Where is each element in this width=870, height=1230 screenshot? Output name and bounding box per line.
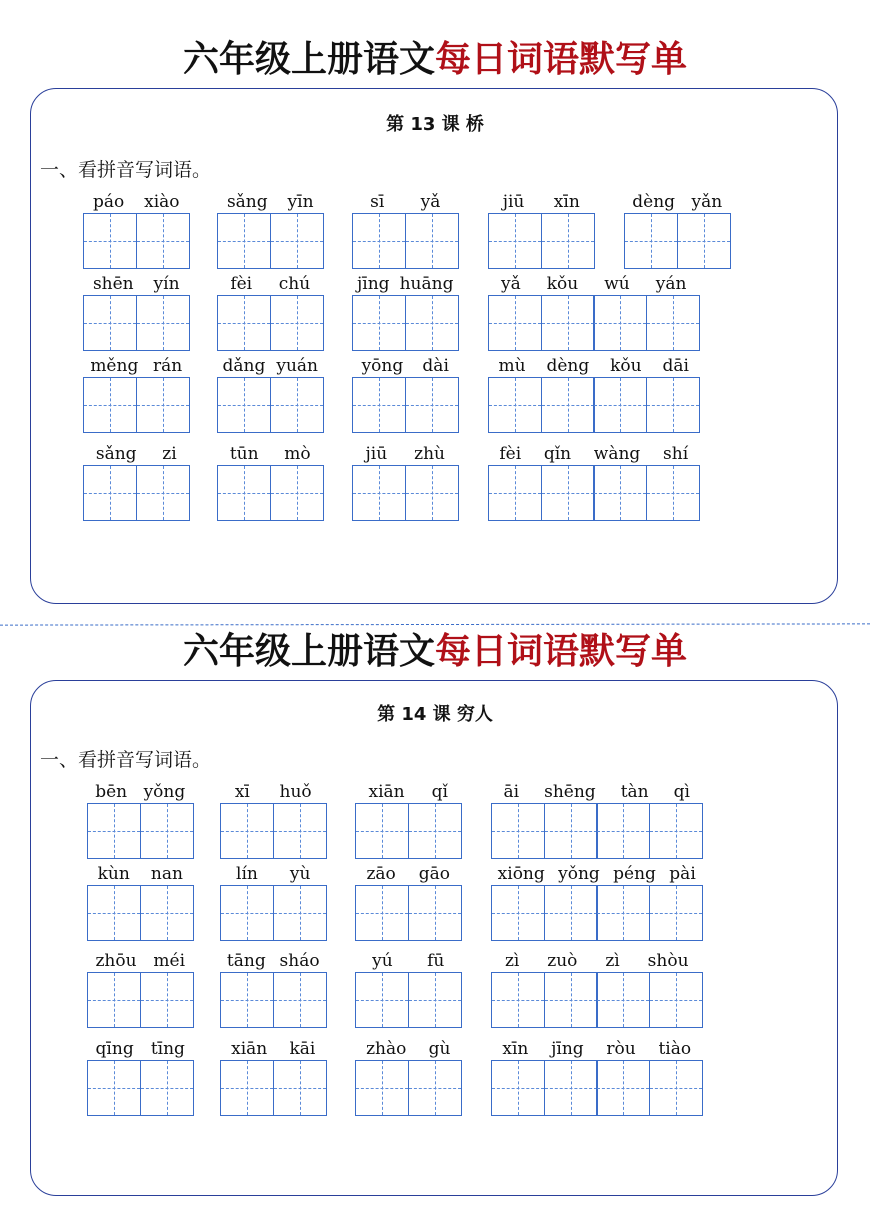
pinyin-syllable: fū bbox=[427, 951, 445, 971]
pinyin-syllable: yù bbox=[289, 864, 311, 884]
tianzige-cell[interactable] bbox=[352, 377, 406, 433]
tianzige-cell[interactable] bbox=[140, 972, 194, 1028]
tianzige-cell[interactable] bbox=[544, 1060, 598, 1116]
tianzige-cell[interactable] bbox=[593, 295, 647, 351]
pinyin-syllable: zhōu bbox=[95, 951, 137, 971]
writing-boxes bbox=[488, 377, 700, 433]
pinyin-syllable: sǎng bbox=[226, 192, 268, 212]
writing-boxes bbox=[83, 465, 190, 521]
tianzige-cell[interactable] bbox=[140, 1060, 194, 1116]
title-grade: 六年级上册语文 bbox=[182, 631, 435, 672]
tianzige-cell[interactable] bbox=[491, 885, 545, 941]
tianzige-cell[interactable] bbox=[488, 465, 542, 521]
pinyin-syllable: tūn bbox=[229, 444, 259, 464]
writing-boxes bbox=[87, 1060, 194, 1116]
tianzige-cell[interactable] bbox=[649, 972, 703, 1028]
word-item bbox=[87, 862, 194, 941]
word-item bbox=[220, 949, 327, 1028]
tianzige-cell[interactable] bbox=[405, 465, 459, 521]
pinyin-syllable: jiū bbox=[502, 192, 525, 212]
pinyin-label bbox=[217, 442, 324, 464]
pinyin-syllable: yǎn bbox=[691, 192, 723, 212]
writing-boxes bbox=[87, 885, 194, 941]
tianzige-cell[interactable] bbox=[220, 1060, 274, 1116]
tianzige-cell[interactable] bbox=[405, 377, 459, 433]
pinyin-syllable: nan bbox=[150, 864, 183, 884]
pinyin-syllable: ròu bbox=[606, 1039, 636, 1059]
pinyin-syllable: xiān bbox=[368, 782, 405, 802]
word-item bbox=[491, 862, 703, 941]
pinyin-label bbox=[83, 354, 190, 376]
pinyin-syllable: xiào bbox=[144, 192, 180, 212]
pinyin-label bbox=[87, 780, 194, 802]
writing-boxes bbox=[220, 885, 327, 941]
tianzige-cell[interactable] bbox=[83, 377, 137, 433]
pinyin-label bbox=[83, 190, 190, 212]
tianzige-cell[interactable] bbox=[541, 377, 595, 433]
pinyin-syllable: chú bbox=[278, 274, 311, 294]
writing-boxes bbox=[355, 972, 462, 1028]
word-item bbox=[217, 190, 324, 269]
word-item bbox=[488, 190, 595, 269]
pinyin-label bbox=[355, 1037, 462, 1059]
pinyin-label bbox=[352, 354, 459, 376]
pinyin-syllable: yǒng bbox=[143, 782, 186, 802]
tianzige-cell[interactable] bbox=[136, 465, 190, 521]
writing-boxes bbox=[488, 295, 700, 351]
pinyin-syllable: mò bbox=[284, 444, 311, 464]
writing-boxes bbox=[217, 377, 324, 433]
title-daily-dictation: 每日词语默写单 bbox=[435, 39, 688, 80]
word-item bbox=[355, 862, 462, 941]
tianzige-cell[interactable] bbox=[596, 803, 650, 859]
pinyin-label bbox=[352, 272, 459, 294]
pinyin-syllable: kǒu bbox=[546, 274, 579, 294]
pinyin-syllable: péng bbox=[613, 864, 656, 884]
tianzige-cell[interactable] bbox=[352, 213, 406, 269]
pinyin-syllable: jiū bbox=[365, 444, 388, 464]
pinyin-syllable: yǎ bbox=[420, 192, 441, 212]
tianzige-cell[interactable] bbox=[596, 885, 650, 941]
tianzige-cell[interactable] bbox=[596, 972, 650, 1028]
pinyin-syllable: měng bbox=[90, 356, 139, 376]
tianzige-cell[interactable] bbox=[488, 213, 542, 269]
pinyin-label bbox=[355, 780, 462, 802]
pinyin-syllable: yán bbox=[655, 274, 687, 294]
writing-boxes bbox=[352, 213, 459, 269]
pinyin-label bbox=[220, 1037, 327, 1059]
writing-boxes bbox=[491, 885, 703, 941]
pinyin-syllable: shēng bbox=[544, 782, 596, 802]
tianzige-cell[interactable] bbox=[220, 972, 274, 1028]
tianzige-cell[interactable] bbox=[355, 885, 409, 941]
pinyin-syllable: zhào bbox=[366, 1039, 407, 1059]
tianzige-cell[interactable] bbox=[646, 465, 700, 521]
pinyin-syllable: huǒ bbox=[279, 782, 312, 802]
pinyin-syllable: dèng bbox=[632, 192, 676, 212]
pinyin-label bbox=[83, 272, 190, 294]
tianzige-cell[interactable] bbox=[83, 465, 137, 521]
tianzige-cell[interactable] bbox=[87, 1060, 141, 1116]
tianzige-cell[interactable] bbox=[488, 295, 542, 351]
pinyin-syllable: shí bbox=[663, 444, 689, 464]
tianzige-cell[interactable] bbox=[541, 213, 595, 269]
pinyin-label bbox=[355, 949, 462, 971]
pinyin-label bbox=[491, 780, 703, 802]
tianzige-cell[interactable] bbox=[677, 213, 731, 269]
tianzige-cell[interactable] bbox=[593, 465, 647, 521]
pinyin-label bbox=[488, 354, 700, 376]
pinyin-syllable: fèi bbox=[499, 444, 522, 464]
tianzige-cell[interactable] bbox=[544, 885, 598, 941]
pinyin-syllable: sī bbox=[370, 192, 385, 212]
tianzige-cell[interactable] bbox=[646, 377, 700, 433]
tianzige-cell[interactable] bbox=[273, 885, 327, 941]
tianzige-cell[interactable] bbox=[649, 803, 703, 859]
writing-boxes bbox=[87, 972, 194, 1028]
tianzige-cell[interactable] bbox=[541, 295, 595, 351]
writing-boxes bbox=[624, 213, 731, 269]
cut-line-divider bbox=[0, 623, 870, 625]
word-item bbox=[352, 272, 459, 351]
pinyin-label bbox=[488, 442, 700, 464]
writing-boxes bbox=[217, 295, 324, 351]
lesson-heading: 第 14 课 穷人 bbox=[377, 704, 493, 725]
tianzige-cell[interactable] bbox=[270, 295, 324, 351]
tianzige-cell[interactable] bbox=[217, 213, 271, 269]
sheet-title bbox=[0, 630, 870, 674]
pinyin-syllable: zhù bbox=[414, 444, 445, 464]
word-item bbox=[491, 1037, 703, 1116]
pinyin-syllable: kùn bbox=[97, 864, 130, 884]
pinyin-label bbox=[87, 949, 194, 971]
tianzige-cell[interactable] bbox=[87, 972, 141, 1028]
pinyin-syllable: tīng bbox=[150, 1039, 185, 1059]
word-item bbox=[217, 354, 324, 433]
tianzige-cell[interactable] bbox=[355, 972, 409, 1028]
writing-boxes bbox=[491, 803, 703, 859]
tianzige-cell[interactable] bbox=[596, 1060, 650, 1116]
pinyin-syllable: qǐ bbox=[431, 782, 448, 802]
tianzige-cell[interactable] bbox=[491, 1060, 545, 1116]
tianzige-cell[interactable] bbox=[541, 465, 595, 521]
word-item bbox=[624, 190, 731, 269]
pinyin-syllable: gāo bbox=[418, 864, 451, 884]
pinyin-syllable: zāo bbox=[366, 864, 396, 884]
pinyin-syllable: yú bbox=[372, 951, 393, 971]
tianzige-cell[interactable] bbox=[270, 377, 324, 433]
writing-boxes bbox=[352, 377, 459, 433]
word-item bbox=[488, 354, 700, 433]
pinyin-label bbox=[217, 190, 324, 212]
word-item bbox=[491, 780, 703, 859]
word-item bbox=[488, 272, 700, 351]
tianzige-cell[interactable] bbox=[136, 295, 190, 351]
instruction-text: 一、看拼音写词语。 bbox=[40, 159, 212, 181]
word-item bbox=[355, 1037, 462, 1116]
tianzige-cell[interactable] bbox=[273, 972, 327, 1028]
tianzige-cell[interactable] bbox=[352, 295, 406, 351]
tianzige-cell[interactable] bbox=[273, 803, 327, 859]
writing-boxes bbox=[352, 465, 459, 521]
tianzige-cell[interactable] bbox=[136, 213, 190, 269]
writing-boxes bbox=[355, 803, 462, 859]
pinyin-syllable: āi bbox=[503, 782, 520, 802]
word-item bbox=[355, 949, 462, 1028]
pinyin-syllable: mù bbox=[498, 356, 526, 376]
pinyin-label bbox=[488, 190, 595, 212]
tianzige-cell[interactable] bbox=[649, 885, 703, 941]
pinyin-syllable: huāng bbox=[399, 274, 454, 294]
writing-boxes bbox=[488, 465, 700, 521]
pinyin-syllable: zì bbox=[605, 951, 620, 971]
tianzige-cell[interactable] bbox=[593, 377, 647, 433]
pinyin-label bbox=[220, 780, 327, 802]
word-item bbox=[352, 190, 459, 269]
writing-boxes bbox=[220, 972, 327, 1028]
pinyin-label bbox=[220, 949, 327, 971]
writing-boxes bbox=[83, 213, 190, 269]
pinyin-syllable: tiào bbox=[658, 1039, 692, 1059]
tianzige-cell[interactable] bbox=[83, 295, 137, 351]
word-item bbox=[87, 1037, 194, 1116]
word-item bbox=[83, 190, 190, 269]
pinyin-syllable: yōng bbox=[361, 356, 404, 376]
pinyin-syllable: dài bbox=[422, 356, 449, 376]
word-item bbox=[83, 354, 190, 433]
tianzige-cell[interactable] bbox=[87, 885, 141, 941]
writing-boxes bbox=[220, 803, 327, 859]
tianzige-cell[interactable] bbox=[273, 1060, 327, 1116]
title-daily-dictation: 每日词语默写单 bbox=[435, 631, 688, 672]
pinyin-syllable: dǎng bbox=[222, 356, 266, 376]
tianzige-cell[interactable] bbox=[83, 213, 137, 269]
pinyin-label bbox=[83, 442, 190, 464]
pinyin-syllable: kāi bbox=[289, 1039, 316, 1059]
pinyin-syllable: xīn bbox=[553, 192, 580, 212]
tianzige-cell[interactable] bbox=[491, 803, 545, 859]
pinyin-label bbox=[491, 1037, 703, 1059]
pinyin-syllable: jīng bbox=[357, 274, 390, 294]
pinyin-syllable: jīng bbox=[551, 1039, 584, 1059]
pinyin-label bbox=[87, 862, 194, 884]
word-item bbox=[87, 780, 194, 859]
pinyin-syllable: fèi bbox=[230, 274, 253, 294]
writing-boxes bbox=[355, 1060, 462, 1116]
tianzige-cell[interactable] bbox=[87, 803, 141, 859]
tianzige-cell[interactable] bbox=[488, 377, 542, 433]
tianzige-cell[interactable] bbox=[544, 972, 598, 1028]
pinyin-syllable: qì bbox=[673, 782, 690, 802]
word-item bbox=[217, 442, 324, 521]
pinyin-syllable: yín bbox=[153, 274, 180, 294]
tianzige-cell[interactable] bbox=[220, 803, 274, 859]
tianzige-cell[interactable] bbox=[355, 1060, 409, 1116]
tianzige-cell[interactable] bbox=[270, 213, 324, 269]
tianzige-cell[interactable] bbox=[491, 972, 545, 1028]
pinyin-syllable: xī bbox=[234, 782, 250, 802]
writing-boxes bbox=[217, 465, 324, 521]
tianzige-cell[interactable] bbox=[217, 465, 271, 521]
word-item bbox=[352, 442, 459, 521]
word-item bbox=[355, 780, 462, 859]
tianzige-cell[interactable] bbox=[355, 803, 409, 859]
tianzige-cell[interactable] bbox=[405, 295, 459, 351]
tianzige-cell[interactable] bbox=[544, 803, 598, 859]
tianzige-cell[interactable] bbox=[646, 295, 700, 351]
tianzige-cell[interactable] bbox=[217, 295, 271, 351]
pinyin-syllable: wàng bbox=[593, 444, 641, 464]
pinyin-syllable: lín bbox=[236, 864, 258, 884]
pinyin-label bbox=[352, 442, 459, 464]
pinyin-syllable: pài bbox=[669, 864, 696, 884]
pinyin-syllable: zì bbox=[504, 951, 520, 971]
title-grade: 六年级上册语文 bbox=[182, 39, 435, 80]
word-item bbox=[83, 272, 190, 351]
tianzige-cell[interactable] bbox=[270, 465, 324, 521]
sheet-title bbox=[0, 38, 870, 82]
pinyin-syllable: qǐn bbox=[543, 444, 572, 464]
pinyin-syllable: kǒu bbox=[610, 356, 642, 376]
word-item bbox=[217, 272, 324, 351]
writing-boxes bbox=[488, 213, 595, 269]
writing-boxes bbox=[83, 377, 190, 433]
pinyin-syllable: páo bbox=[92, 192, 125, 212]
pinyin-label bbox=[217, 354, 324, 376]
pinyin-label bbox=[488, 272, 700, 294]
word-item bbox=[220, 862, 327, 941]
writing-boxes bbox=[355, 885, 462, 941]
writing-boxes bbox=[491, 972, 703, 1028]
tianzige-cell[interactable] bbox=[140, 885, 194, 941]
lesson-heading: 第 13 课 桥 bbox=[386, 114, 484, 135]
word-item bbox=[220, 780, 327, 859]
pinyin-syllable: sháo bbox=[279, 951, 320, 971]
word-item bbox=[352, 354, 459, 433]
pinyin-syllable: tāng bbox=[226, 951, 266, 971]
word-item bbox=[491, 949, 703, 1028]
tianzige-cell[interactable] bbox=[136, 377, 190, 433]
word-item bbox=[220, 1037, 327, 1116]
tianzige-cell[interactable] bbox=[217, 377, 271, 433]
writing-boxes bbox=[217, 213, 324, 269]
pinyin-syllable: yīn bbox=[287, 192, 314, 212]
pinyin-syllable: tàn bbox=[620, 782, 649, 802]
instruction-text: 一、看拼音写词语。 bbox=[40, 749, 212, 771]
pinyin-label bbox=[352, 190, 459, 212]
word-item bbox=[83, 442, 190, 521]
pinyin-syllable: xiān bbox=[231, 1039, 268, 1059]
pinyin-syllable: zi bbox=[162, 444, 177, 464]
pinyin-label bbox=[220, 862, 327, 884]
writing-boxes bbox=[83, 295, 190, 351]
tianzige-cell[interactable] bbox=[405, 213, 459, 269]
pinyin-syllable: gù bbox=[428, 1039, 451, 1059]
pinyin-syllable: wú bbox=[604, 274, 630, 294]
pinyin-syllable: yuán bbox=[276, 356, 318, 376]
pinyin-label bbox=[355, 862, 462, 884]
pinyin-syllable: qīng bbox=[95, 1039, 134, 1059]
pinyin-syllable: sǎng bbox=[95, 444, 137, 464]
pinyin-syllable: rán bbox=[152, 356, 183, 376]
word-item bbox=[488, 442, 700, 521]
tianzige-cell[interactable] bbox=[140, 803, 194, 859]
tianzige-cell[interactable] bbox=[352, 465, 406, 521]
tianzige-cell[interactable] bbox=[408, 803, 462, 859]
writing-boxes bbox=[491, 1060, 703, 1116]
word-item bbox=[87, 949, 194, 1028]
pinyin-syllable: shēn bbox=[92, 274, 134, 294]
writing-boxes bbox=[352, 295, 459, 351]
pinyin-syllable: dāi bbox=[662, 356, 689, 376]
pinyin-label bbox=[87, 1037, 194, 1059]
pinyin-syllable: shòu bbox=[647, 951, 689, 971]
pinyin-label bbox=[491, 949, 703, 971]
pinyin-syllable: yǒng bbox=[558, 864, 600, 884]
writing-boxes bbox=[87, 803, 194, 859]
tianzige-cell[interactable] bbox=[408, 885, 462, 941]
tianzige-cell[interactable] bbox=[408, 1060, 462, 1116]
tianzige-cell[interactable] bbox=[649, 1060, 703, 1116]
pinyin-syllable: zuò bbox=[547, 951, 578, 971]
pinyin-syllable: dèng bbox=[546, 356, 590, 376]
tianzige-cell[interactable] bbox=[220, 885, 274, 941]
pinyin-syllable: xīn bbox=[502, 1039, 529, 1059]
pinyin-label bbox=[217, 272, 324, 294]
pinyin-label bbox=[624, 190, 731, 212]
pinyin-label bbox=[491, 862, 703, 884]
pinyin-syllable: yǎ bbox=[501, 274, 521, 294]
tianzige-cell[interactable] bbox=[408, 972, 462, 1028]
pinyin-syllable: xiōng bbox=[497, 864, 545, 884]
pinyin-syllable: bēn bbox=[95, 782, 128, 802]
tianzige-cell[interactable] bbox=[624, 213, 678, 269]
writing-boxes bbox=[220, 1060, 327, 1116]
pinyin-syllable: méi bbox=[153, 951, 186, 971]
